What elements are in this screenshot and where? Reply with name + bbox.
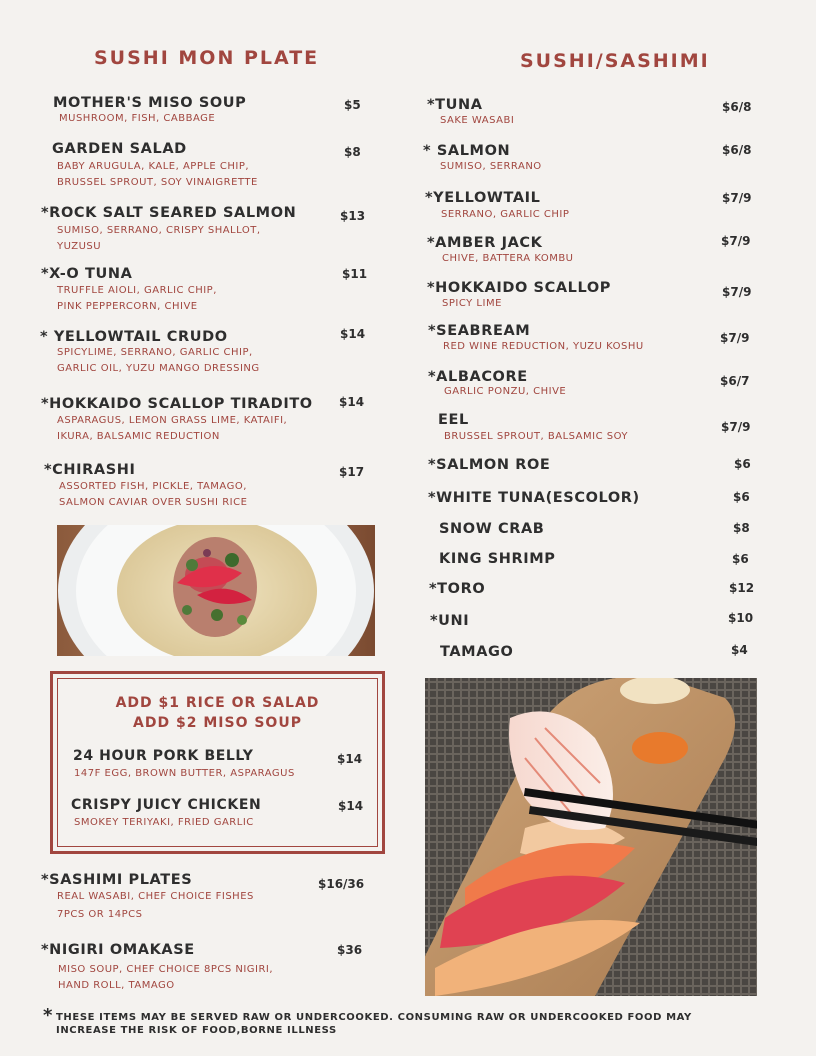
menu-item-desc: SALMON CAVIAR OVER SUSHI RICE xyxy=(59,497,248,508)
menu-item-name: *HOKKAIDO SCALLOP TIRADITO xyxy=(41,396,313,412)
combo-header-miso: ADD $2 MISO SOUP xyxy=(133,715,302,731)
sushi-item-price: $7/9 xyxy=(722,285,752,299)
combo-item-price: $14 xyxy=(338,799,364,813)
sushi-item-price: $6 xyxy=(734,457,751,471)
sushi-item-name: *AMBER JACK xyxy=(427,235,543,251)
menu-item-name: MOTHER'S MISO SOUP xyxy=(53,95,247,111)
nigiri-photo-art xyxy=(425,678,757,996)
sushi-item-desc: CHIVE, BATTERA KOMBU xyxy=(442,253,574,264)
menu-item-name: GARDEN SALAD xyxy=(52,141,187,157)
menu-item-price: $14 xyxy=(340,327,366,341)
combo-item-desc: 147F EGG, BROWN BUTTER, ASPARAGUS xyxy=(74,768,295,779)
dish-photo-art xyxy=(57,525,375,656)
nigiri-photo xyxy=(425,678,757,996)
sushi-item-name: *SALMON ROE xyxy=(428,457,551,473)
combo-item-name: CRISPY JUICY CHICKEN xyxy=(71,797,262,813)
sushi-item-price: $8 xyxy=(733,521,750,535)
sushi-item-name: KING SHRIMP xyxy=(439,551,556,567)
sushi-item-name: *ALBACORE xyxy=(428,369,528,385)
menu-item-desc: IKURA, BALSAMIC REDUCTION xyxy=(57,431,220,442)
combo-item-desc: SMOKEY TERIYAKI, FRIED GARLIC xyxy=(74,817,254,828)
sushi-item-name: * SALMON xyxy=(423,143,511,159)
menu-item-desc: BRUSSEL SPROUT, SOY VINAIGRETTE xyxy=(57,177,258,188)
menu-item-price: $13 xyxy=(340,209,366,223)
menu-item-name: *X-O TUNA xyxy=(41,266,133,282)
menu-item-desc: GARLIC OIL, YUZU MANGO DRESSING xyxy=(57,363,260,374)
sushi-item-desc: SPICY LIME xyxy=(442,298,502,309)
sushi-item-name: EEL xyxy=(438,412,469,428)
sushi-item-name: *YELLOWTAIL xyxy=(425,190,541,206)
sushi-item-name: *WHITE TUNA(ESCOLOR) xyxy=(428,490,640,506)
dish-photo xyxy=(57,525,375,656)
sushi-item-price: $7/9 xyxy=(722,191,752,205)
menu-item-price: $14 xyxy=(339,395,365,409)
sushi-item-name: *TORO xyxy=(429,581,486,597)
sushi-item-price: $12 xyxy=(729,581,755,595)
menu-item-desc: HAND ROLL, TAMAGO xyxy=(58,980,175,991)
sushi-item-name: *SEABREAM xyxy=(428,323,531,339)
menu-item-desc: 7PCS OR 14PCS xyxy=(57,909,143,920)
combo-item-name: 24 HOUR PORK BELLY xyxy=(73,748,254,764)
sushi-item-name: TAMAGO xyxy=(440,644,514,660)
menu-item-desc: PINK PEPPERCORN, CHIVE xyxy=(57,301,198,312)
sushi-item-name: *HOKKAIDO SCALLOP xyxy=(427,280,611,296)
sushi-item-price: $7/9 xyxy=(721,234,751,248)
menu-item-name: *NIGIRI OMAKASE xyxy=(41,942,195,958)
sushi-item-desc: SERRANO, GARLIC CHIP xyxy=(441,209,570,220)
menu-item-price: $36 xyxy=(337,943,363,957)
menu-item-desc: REAL WASABI, CHEF CHOICE FISHES xyxy=(57,891,254,902)
menu-item-price: $5 xyxy=(344,98,361,112)
sushi-item-name: *UNI xyxy=(430,613,470,629)
right-section-title: SUSHI/SASHIMI xyxy=(520,50,710,72)
menu-item-name: *ROCK SALT SEARED SALMON xyxy=(41,205,297,221)
menu-item-price: $17 xyxy=(339,465,365,479)
menu-item-desc: MISO SOUP, CHEF CHOICE 8PCS NIGIRI, xyxy=(58,964,274,975)
sushi-item-price: $6/8 xyxy=(722,100,752,114)
combo-item-price: $14 xyxy=(337,752,363,766)
menu-item-desc: ASPARAGUS, LEMON GRASS LIME, KATAIFI, xyxy=(57,415,288,426)
menu-item-desc: YUZUSU xyxy=(57,241,102,252)
sushi-item-price: $6 xyxy=(732,552,749,566)
menu-item-price: $8 xyxy=(344,145,361,159)
menu-item-desc: MUSHROOM, FISH, CABBAGE xyxy=(59,113,216,124)
sushi-item-desc: SAKE WASABI xyxy=(440,115,515,126)
sushi-item-desc: BRUSSEL SPROUT, BALSAMIC SOY xyxy=(444,431,629,442)
footnote-line-2: INCREASE THE RISK OF FOOD,BORNE ILLNESS xyxy=(56,1025,337,1036)
menu-item-name: * YELLOWTAIL CRUDO xyxy=(40,329,228,345)
footnote-line-1: THESE ITEMS MAY BE SERVED RAW OR UNDERCOOKED. CONSUMING RAW OR UNDERCOOKED FOOD MAY xyxy=(56,1012,692,1023)
menu-item-desc: BABY ARUGULA, KALE, APPLE CHIP, xyxy=(57,161,250,172)
menu-item-price: $16/36 xyxy=(318,877,365,891)
menu-item-name: *SASHIMI PLATES xyxy=(41,872,193,888)
sushi-item-price: $7/9 xyxy=(720,331,750,345)
menu-item-desc: ASSORTED FISH, PICKLE, TAMAGO, xyxy=(59,481,247,492)
menu-item-desc: SPICYLIME, SERRANO, GARLIC CHIP, xyxy=(57,347,253,358)
sushi-item-price: $10 xyxy=(728,611,754,625)
sushi-item-desc: GARLIC PONZU, CHIVE xyxy=(444,386,567,397)
menu-item-name: *CHIRASHI xyxy=(44,462,136,478)
menu-item-desc: TRUFFLE AIOLI, GARLIC CHIP, xyxy=(57,285,217,296)
footnote-star: * xyxy=(43,1005,53,1026)
sushi-item-name: SNOW CRAB xyxy=(439,521,545,537)
sushi-item-name: *TUNA xyxy=(427,97,483,113)
sushi-item-desc: SUMISO, SERRANO xyxy=(440,161,542,172)
sushi-item-price: $4 xyxy=(731,643,748,657)
left-section-title: SUSHI MON PLATE xyxy=(94,47,320,69)
sushi-item-price: $6 xyxy=(733,490,750,504)
menu-item-price: $11 xyxy=(342,267,368,281)
sushi-item-price: $6/7 xyxy=(720,374,750,388)
combo-header-rice-salad: ADD $1 RICE OR SALAD xyxy=(115,695,320,711)
sushi-item-desc: RED WINE REDUCTION, YUZU KOSHU xyxy=(443,341,644,352)
menu-item-desc: SUMISO, SERRANO, CRISPY SHALLOT, xyxy=(57,225,261,236)
sushi-item-price: $7/9 xyxy=(721,420,751,434)
sushi-item-price: $6/8 xyxy=(722,143,752,157)
